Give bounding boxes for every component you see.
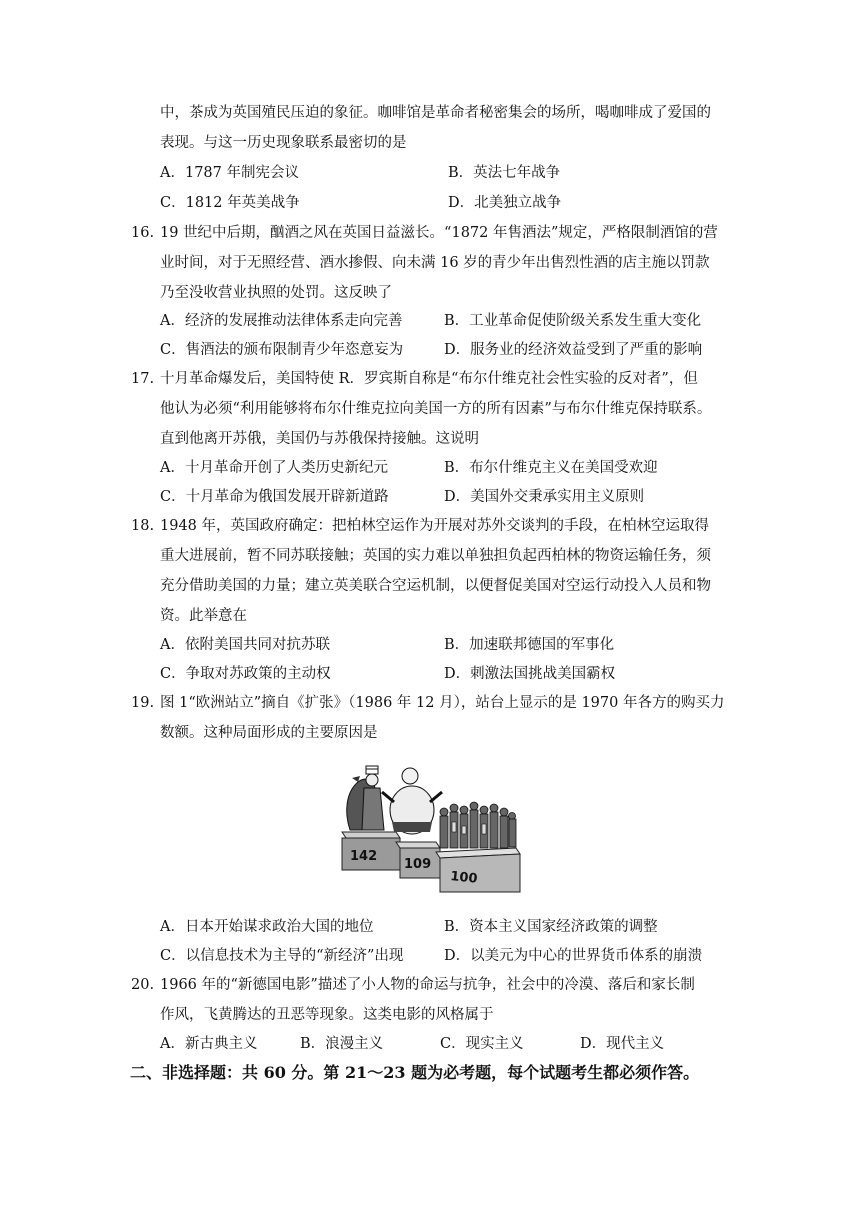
- europe-standing-cartoon: [336, 752, 526, 902]
- q18-stem-line-4: 资。此举意在: [160, 608, 247, 624]
- q18-option-a[interactable]: A．依附美国共同对抗苏联: [160, 637, 330, 653]
- section-2-heading: 二、非选择题：共 60 分。第 21～23 题为必考题，每个试题考生都必须作答。: [130, 1063, 700, 1082]
- q19-number: 19.: [131, 695, 155, 711]
- q15-stem-line-1: 中，茶成为英国殖民压迫的象征。咖啡馆是革命者秘密集会的场所，喝咖啡成了爱国的: [160, 105, 711, 121]
- q16-number: 16.: [131, 225, 155, 241]
- q17-option-c[interactable]: C．十月革命为俄国发展开辟新道路: [160, 489, 389, 505]
- q18-stem-line-2: 重大进展前，暂不同苏联接触；英国的实力难以单独担负起西柏林的物资运输任务，须: [160, 548, 711, 564]
- q18-number: 18.: [131, 518, 155, 534]
- q16-option-d[interactable]: D．服务业的经济效益受到了严重的影响: [444, 342, 703, 358]
- q15-option-a[interactable]: A．1787 年制宪会议: [160, 165, 299, 181]
- q18-option-c[interactable]: C．争取对苏政策的主动权: [160, 666, 331, 682]
- q19-option-c[interactable]: C．以信息技术为主导的“新经济”出现: [160, 948, 404, 964]
- q16-stem-line-2: 业时间，对于无照经营、酒水掺假、向未满 16 岁的青少年出售烈性酒的店主施以罚款: [160, 255, 710, 271]
- q16-option-a[interactable]: A．经济的发展推动法律体系走向完善: [160, 313, 403, 329]
- q19-option-b[interactable]: B．资本主义国家经济政策的调整: [444, 919, 658, 935]
- q17-number: 17.: [131, 371, 155, 387]
- q20-number: 20.: [131, 977, 155, 993]
- q16-stem-line-3: 乃至没收营业执照的处罚。这反映了: [160, 285, 392, 301]
- q15-option-b[interactable]: B．英法七年战争: [448, 165, 561, 181]
- podium-label-1: 142: [350, 849, 378, 864]
- q20-option-a[interactable]: A．新古典主义: [160, 1036, 258, 1052]
- q18-option-b[interactable]: B．加速联邦德国的军事化: [444, 637, 615, 653]
- q20-option-b[interactable]: B．浪漫主义: [300, 1036, 384, 1052]
- podium-label-2: 109: [404, 857, 432, 872]
- q18-option-d[interactable]: D．刺激法国挑战美国霸权: [444, 666, 616, 682]
- q18-stem-line-3: 充分借助美国的力量；建立英美联合空运机制，以便督促美国对空运行动投入人员和物: [160, 578, 711, 594]
- q19-option-d[interactable]: D．以美元为中心的世界货币体系的崩溃: [444, 948, 703, 964]
- q19-stem-line-2: 数额。这种局面形成的主要原因是: [160, 725, 378, 741]
- q17-option-d[interactable]: D．美国外交秉承实用主义原则: [444, 489, 645, 505]
- q20-option-d[interactable]: D．现代主义: [580, 1036, 665, 1052]
- q17-stem-line-1: 十月革命爆发后，美国特使 R．罗宾斯自称是“布尔什维克社会性实验的反对者”，但: [160, 371, 698, 387]
- podium-label-3: 100: [449, 869, 479, 887]
- q16-option-b[interactable]: B．工业革命促使阶级关系发生重大变化: [444, 313, 702, 329]
- q17-option-a[interactable]: A．十月革命开创了人类历史新纪元: [160, 460, 388, 476]
- q18-stem-line-1: 1948 年，英国政府确定：把柏林空运作为开展对苏外交谈判的手段，在柏林空运取得: [160, 518, 710, 534]
- q15-option-c[interactable]: C．1812 年英美战争: [160, 195, 300, 211]
- q16-stem-line-1: 19 世纪中后期，酗酒之风在英国日益滋长。“1872 年售酒法”规定，严格限制酒馆的营: [160, 225, 718, 241]
- q20-stem-line-1: 1966 年的“新德国电影”描述了小人物的命运与抗争，社会中的冷漠、落后和家长制: [160, 977, 695, 993]
- q20-option-c[interactable]: C．现实主义: [440, 1036, 524, 1052]
- cartoon-illustration: [336, 752, 526, 902]
- q19-option-a[interactable]: A．日本开始谋求政治大国的地位: [160, 919, 374, 935]
- q17-stem-line-3: 直到他离开苏俄，美国仍与苏俄保持接触。这说明: [160, 431, 479, 447]
- q15-option-d[interactable]: D．北美独立战争: [448, 195, 562, 211]
- q20-stem-line-2: 作风，飞黄腾达的丑恶等现象。这类电影的风格属于: [160, 1007, 494, 1023]
- q16-option-c[interactable]: C．售酒法的颁布限制青少年恣意妄为: [160, 342, 404, 358]
- q17-stem-line-2: 他认为必须“利用能够将布尔什维克拉向美国一方的所有因素”与布尔什维克保持联系。: [160, 401, 712, 417]
- q15-stem-line-2: 表现。与这一历史现象联系最密切的是: [160, 135, 407, 151]
- q17-option-b[interactable]: B．布尔什维克主义在美国受欢迎: [444, 460, 658, 476]
- q19-stem-line-1: 图 1“欧洲站立”摘自《扩张》（1986 年 12 月），站台上显示的是 1970 年各方的购买力: [160, 695, 725, 711]
